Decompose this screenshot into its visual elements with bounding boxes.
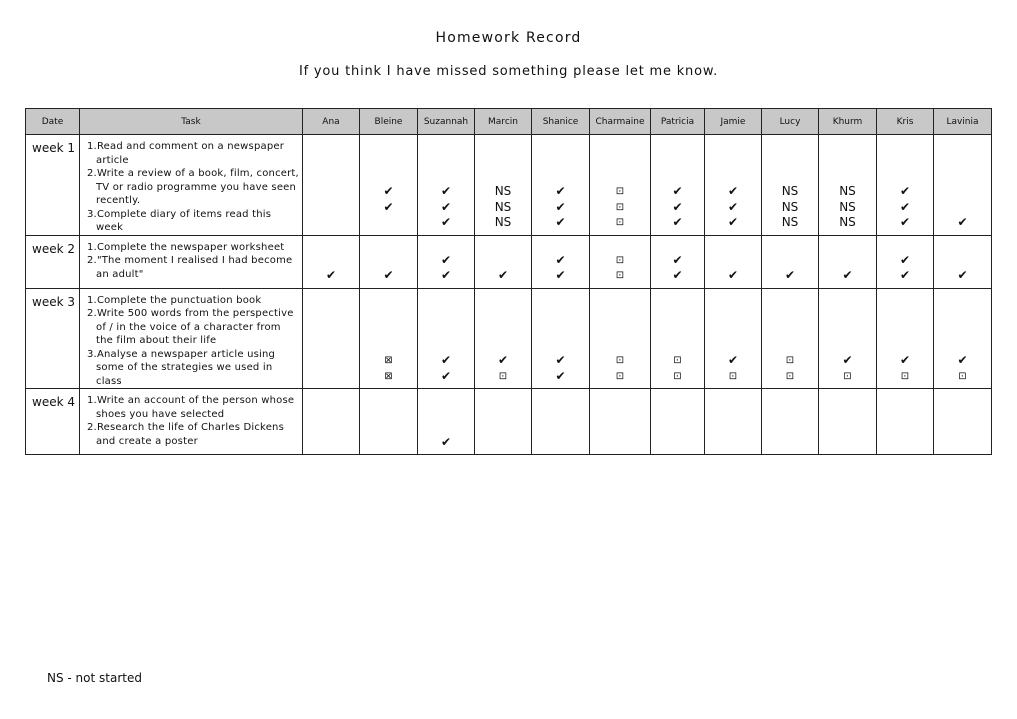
table-row xyxy=(26,288,992,389)
check-icon: ✔ xyxy=(727,353,739,367)
check-icon: ✔ xyxy=(440,199,452,214)
student-mark-cell xyxy=(418,288,475,389)
dotted-box-icon: ⊡ xyxy=(673,355,682,366)
dotted-box-icon: ⊡ xyxy=(615,370,625,382)
header-student: Ana xyxy=(303,109,360,135)
empty-mark xyxy=(762,435,818,451)
check-icon: ✔ xyxy=(957,268,968,282)
task-item: 2.Write 500 words from the perspective of / in the voice of a character from the film about their life xyxy=(87,308,294,346)
student-mark-cell xyxy=(475,288,532,389)
empty-mark xyxy=(590,435,650,451)
empty-mark xyxy=(705,253,761,269)
empty-mark xyxy=(819,435,876,451)
dotted-box-icon: ⊡ xyxy=(615,217,625,228)
header-student: Marcin xyxy=(475,109,532,135)
table-row xyxy=(26,235,992,288)
student-mark-cell xyxy=(762,235,819,288)
header-student: Patricia xyxy=(651,109,705,135)
check-icon: ✔ xyxy=(899,268,911,282)
check-icon: ✔ xyxy=(784,268,796,282)
header-student: Lavinia xyxy=(934,109,992,135)
student-mark-cell xyxy=(590,389,651,455)
header-task: Task xyxy=(80,109,303,135)
student-mark-cell xyxy=(762,288,819,389)
student-mark-cell xyxy=(651,235,705,288)
student-mark-cell xyxy=(475,135,532,236)
task-item: 2.Write a review of a book, film, concert, TV or radio programme you have seen recently. xyxy=(87,168,299,206)
check-icon: ✔ xyxy=(440,215,452,229)
empty-mark xyxy=(360,215,417,231)
student-mark-cell xyxy=(418,235,475,288)
header-student: Khurm xyxy=(819,109,877,135)
check-icon: ✔ xyxy=(672,252,683,267)
not-started-mark: NS xyxy=(781,199,799,214)
dotted-box-icon: ⊡ xyxy=(615,186,625,197)
dotted-box-icon: ⊡ xyxy=(958,370,967,382)
check-icon: ✔ xyxy=(899,252,911,267)
check-icon: ✔ xyxy=(440,368,452,383)
not-started-mark: NS xyxy=(781,184,799,198)
task-item: 1.Complete the punctuation book xyxy=(87,294,262,306)
empty-mark xyxy=(303,353,359,369)
dotted-box-icon: ⊡ xyxy=(615,270,625,281)
empty-mark xyxy=(934,200,991,216)
student-mark-cell xyxy=(877,235,934,288)
check-icon: ✔ xyxy=(497,268,509,282)
not-started-mark: NS xyxy=(781,215,799,229)
student-mark-cell xyxy=(590,235,651,288)
student-mark-cell xyxy=(360,288,418,389)
check-icon: ✔ xyxy=(842,268,853,282)
crossed-box-icon: ⊠ xyxy=(384,355,393,366)
dotted-box-icon: ⊡ xyxy=(615,254,625,266)
crossed-box-icon: ⊠ xyxy=(384,370,393,382)
student-mark-cell xyxy=(705,135,762,236)
student-mark-cell xyxy=(762,135,819,236)
empty-mark xyxy=(934,184,991,200)
empty-mark xyxy=(934,253,991,269)
not-started-mark: NS xyxy=(494,215,512,229)
student-mark-cell xyxy=(819,389,877,455)
dotted-box-icon: ⊡ xyxy=(615,355,625,366)
student-mark-cell xyxy=(532,288,590,389)
empty-mark xyxy=(475,253,531,269)
check-icon: ✔ xyxy=(842,353,853,367)
check-icon: ✔ xyxy=(497,353,509,367)
check-icon: ✔ xyxy=(899,199,911,214)
check-icon: ✔ xyxy=(555,199,566,214)
check-icon: ✔ xyxy=(899,353,911,367)
empty-mark xyxy=(303,253,359,269)
check-icon: ✔ xyxy=(440,252,452,267)
student-mark-cell xyxy=(877,288,934,389)
student-mark-cell xyxy=(475,389,532,455)
empty-mark xyxy=(651,435,704,451)
check-icon: ✔ xyxy=(672,184,683,198)
task-list xyxy=(80,235,303,288)
header-student: Bleine xyxy=(360,109,418,135)
check-icon: ✔ xyxy=(672,199,683,214)
dotted-box-icon: ⊡ xyxy=(785,370,795,382)
student-mark-cell xyxy=(418,389,475,455)
header-student: Jamie xyxy=(705,109,762,135)
empty-mark xyxy=(303,184,359,200)
student-mark-cell xyxy=(705,235,762,288)
dotted-box-icon: ⊡ xyxy=(673,370,682,382)
student-mark-cell xyxy=(303,235,360,288)
not-started-mark: NS xyxy=(839,199,856,214)
empty-mark xyxy=(934,435,991,451)
dotted-box-icon: ⊡ xyxy=(498,370,508,382)
task-item: 1.Write an account of the person whose shoes you have selected xyxy=(87,395,295,420)
not-started-mark: NS xyxy=(839,184,856,198)
check-icon: ✔ xyxy=(383,268,394,282)
student-mark-cell xyxy=(475,235,532,288)
empty-mark xyxy=(475,435,531,451)
not-started-mark: NS xyxy=(839,215,856,229)
student-mark-cell xyxy=(762,389,819,455)
header-student: Suzannah xyxy=(418,109,475,135)
student-mark-cell xyxy=(934,288,992,389)
table-row xyxy=(26,135,992,236)
legend-note: NS - not started xyxy=(47,671,142,685)
student-mark-cell xyxy=(819,288,877,389)
empty-mark xyxy=(360,253,417,269)
header-student: Charmaine xyxy=(590,109,651,135)
student-mark-cell xyxy=(532,135,590,236)
week-label: week 1 xyxy=(26,135,80,236)
check-icon: ✔ xyxy=(672,215,683,229)
not-started-mark: NS xyxy=(494,184,512,198)
task-list xyxy=(80,389,303,455)
page-subtitle: If you think I have missed something please let me know. xyxy=(298,64,719,79)
empty-mark xyxy=(705,435,761,451)
check-icon: ✔ xyxy=(440,434,452,449)
check-icon: ✔ xyxy=(727,268,739,282)
task-item: 1.Read and comment on a newspaper article xyxy=(87,141,285,166)
header-row xyxy=(26,109,992,135)
table-row xyxy=(26,389,992,455)
check-icon: ✔ xyxy=(383,184,394,198)
check-icon: ✔ xyxy=(727,199,739,214)
student-mark-cell xyxy=(303,389,360,455)
check-icon: ✔ xyxy=(899,184,911,198)
week-label: week 4 xyxy=(26,389,80,455)
student-mark-cell xyxy=(360,235,418,288)
student-mark-cell xyxy=(651,135,705,236)
check-icon: ✔ xyxy=(555,368,566,383)
week-label: week 3 xyxy=(26,288,80,389)
check-icon: ✔ xyxy=(325,268,337,282)
empty-mark xyxy=(360,435,417,451)
check-icon: ✔ xyxy=(555,268,566,282)
empty-mark xyxy=(303,435,359,451)
check-icon: ✔ xyxy=(672,268,683,282)
student-mark-cell xyxy=(877,135,934,236)
dotted-box-icon: ⊡ xyxy=(843,370,852,382)
task-item: 3.Complete diary of items read this week xyxy=(87,208,272,233)
task-item: 2."The moment I realised I had become an adult" xyxy=(87,255,293,280)
student-mark-cell xyxy=(360,135,418,236)
header-student: Shanice xyxy=(532,109,590,135)
student-mark-cell xyxy=(651,288,705,389)
week-label: week 2 xyxy=(26,235,80,288)
task-item: 3.Analyse a newspaper article using some of the strategies we used in class xyxy=(87,348,276,387)
check-icon: ✔ xyxy=(555,184,566,198)
empty-mark xyxy=(762,253,818,269)
check-icon: ✔ xyxy=(555,215,566,229)
empty-mark xyxy=(303,369,359,385)
dotted-box-icon: ⊡ xyxy=(900,370,910,382)
student-mark-cell xyxy=(819,135,877,236)
check-icon: ✔ xyxy=(957,215,968,229)
student-mark-cell xyxy=(303,288,360,389)
task-list xyxy=(80,288,303,389)
student-mark-cell xyxy=(651,389,705,455)
student-mark-cell xyxy=(819,235,877,288)
student-mark-cell xyxy=(590,135,651,236)
page-title: Homework Record xyxy=(435,30,582,46)
check-icon: ✔ xyxy=(957,353,968,367)
task-list xyxy=(80,135,303,236)
task-item: 1.Complete the newspaper worksheet xyxy=(87,241,285,253)
student-mark-cell xyxy=(705,389,762,455)
student-mark-cell xyxy=(303,135,360,236)
check-icon: ✔ xyxy=(555,353,566,367)
student-mark-cell xyxy=(705,288,762,389)
check-icon: ✔ xyxy=(440,268,452,282)
check-icon: ✔ xyxy=(383,199,394,214)
student-mark-cell xyxy=(877,389,934,455)
dotted-box-icon: ⊡ xyxy=(615,201,625,213)
empty-mark xyxy=(532,435,589,451)
student-mark-cell xyxy=(418,135,475,236)
check-icon: ✔ xyxy=(555,252,566,267)
task-item: 2.Research the life of Charles Dickens and create a poster xyxy=(87,422,284,447)
dotted-box-icon: ⊡ xyxy=(785,355,795,366)
header-student: Kris xyxy=(877,109,934,135)
student-mark-cell xyxy=(934,235,992,288)
empty-mark xyxy=(819,253,876,269)
check-icon: ✔ xyxy=(440,353,452,367)
check-icon: ✔ xyxy=(440,184,452,198)
not-started-mark: NS xyxy=(494,199,512,214)
student-mark-cell xyxy=(532,389,590,455)
header-student: Lucy xyxy=(762,109,819,135)
student-mark-cell xyxy=(590,288,651,389)
homework-table xyxy=(25,108,992,455)
empty-mark xyxy=(303,215,359,231)
student-mark-cell xyxy=(532,235,590,288)
empty-mark xyxy=(877,435,933,451)
check-icon: ✔ xyxy=(727,215,739,229)
student-mark-cell xyxy=(360,389,418,455)
student-mark-cell xyxy=(934,389,992,455)
header-date: Date xyxy=(26,109,80,135)
check-icon: ✔ xyxy=(727,184,739,198)
dotted-box-icon: ⊡ xyxy=(728,370,738,382)
student-mark-cell xyxy=(934,135,992,236)
empty-mark xyxy=(303,200,359,216)
check-icon: ✔ xyxy=(899,215,911,229)
